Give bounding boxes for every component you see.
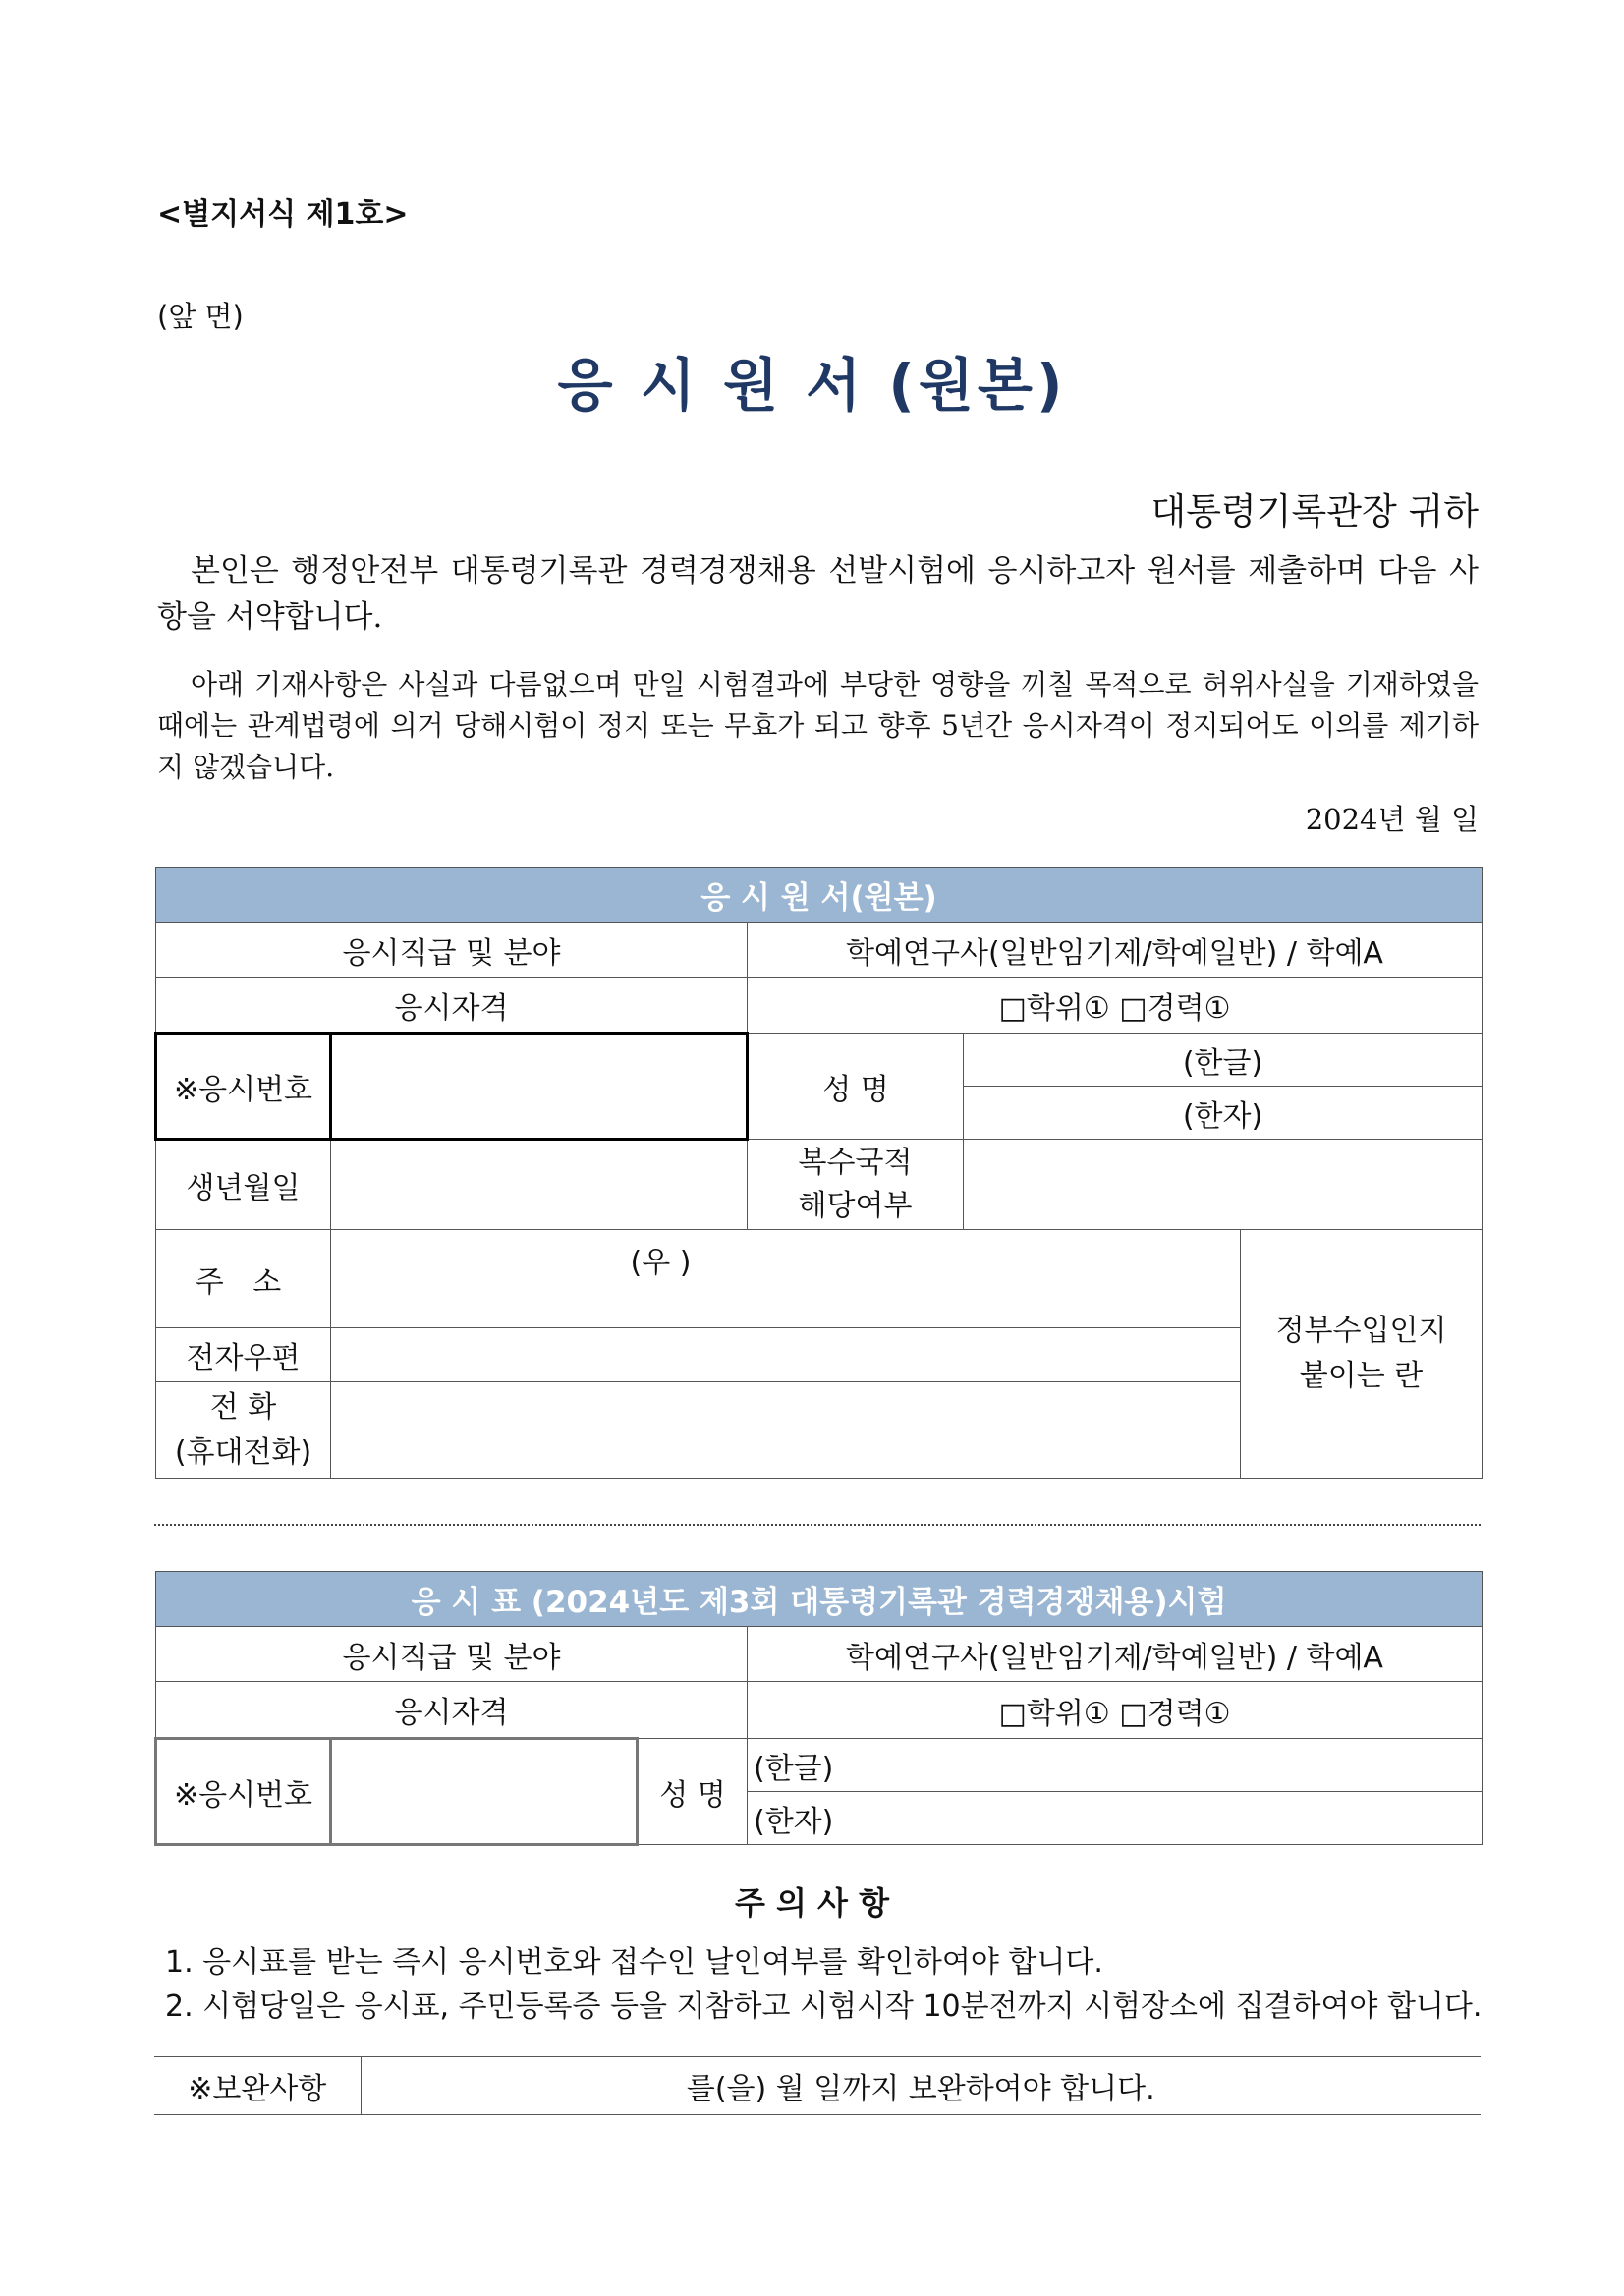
- notice-item-2: 2. 시험당일은 응시표, 주민등록증 등을 지참하고 시험시작 10분전까지 시험장소에 집결하여야 합니다.: [165, 1989, 1483, 2024]
- position-label: 응시직급 및 분야: [156, 923, 748, 978]
- stamp-label-line2: 붙이는 란: [1299, 1359, 1424, 1393]
- address-label: 주 소: [156, 1230, 331, 1328]
- ticket-qualification-label: 응시자격: [156, 1682, 748, 1739]
- application-header: 응 시 원 서(원본): [156, 868, 1483, 923]
- phone-label-line1: 전 화: [209, 1389, 277, 1425]
- qualification-options[interactable]: □학위① □경력①: [748, 978, 1483, 1034]
- supplement-label: ※보완사항: [154, 2057, 361, 2115]
- ticket-name-label: 성 명: [638, 1739, 748, 1845]
- birthdate-label: 생년월일: [156, 1140, 331, 1230]
- oath-paragraph: 아래 기재사항은 사실과 다름없으며 만일 시험결과에 부당한 영향을 끼칠 목적으로 허위사실을 기재하였을 때에는 관계법령에 의거 당해시험이 정지 또는 무효가 되고 향후 5년간 응시자격이 정지되어도 이의를 제기하지 않겠습니다.: [157, 668, 1479, 783]
- pledge-paragraph: 본인은 행정안전부 대통령기록관 경력경쟁채용 선발시험에 응시하고자 원서를 제출하며 다음 사항을 서약합니다.: [157, 553, 1479, 635]
- position-value: 학예연구사(일반임기제/학예일반) / 학예A: [748, 923, 1483, 978]
- supplement-field[interactable]: 를(을) 월 일까지 보완하여야 합니다.: [361, 2057, 1481, 2115]
- exam-number-field[interactable]: [331, 1034, 748, 1140]
- revenue-stamp-area: [1241, 1230, 1483, 1479]
- side-label: (앞 면): [157, 300, 244, 333]
- ticket-name-hanja-field[interactable]: (한자): [748, 1792, 1483, 1845]
- ticket-qualification-options[interactable]: □학위① □경력①: [748, 1682, 1483, 1739]
- notice-item-1: 1. 응시표를 받는 즉시 응시번호와 접수인 날인여부를 확인하여야 합니다.: [165, 1945, 1103, 1980]
- ticket-exam-number-label: ※응시번호: [156, 1739, 331, 1845]
- attachment-label: <별지서식 제1호>: [157, 197, 409, 232]
- application-table: [154, 867, 1483, 1479]
- dual-nationality-label-line2: 해당여부: [798, 1188, 913, 1223]
- exam-ticket-table: [154, 1571, 1483, 1846]
- qualification-label: 응시자격: [156, 978, 748, 1034]
- name-label: 성 명: [748, 1034, 964, 1140]
- page-title: 응 시 원 서 (원본): [557, 352, 1067, 419]
- stamp-label-line1: 정부수입인지: [1275, 1314, 1447, 1348]
- exam-number-label: ※응시번호: [156, 1034, 331, 1140]
- supplement-table: [154, 2056, 1481, 2115]
- dual-nationality-field[interactable]: [964, 1140, 1483, 1230]
- birthdate-field[interactable]: [331, 1140, 748, 1230]
- ticket-position-value: 학예연구사(일반임기제/학예일반) / 학예A: [748, 1627, 1483, 1682]
- email-label: 전자우편: [156, 1328, 331, 1382]
- dual-nationality-label-line1: 복수국적: [798, 1145, 913, 1180]
- ticket-exam-number-field[interactable]: [331, 1739, 638, 1845]
- notice-title: 주 의 사 항: [734, 1884, 890, 1922]
- dual-nationality-label: [748, 1140, 964, 1230]
- email-field[interactable]: [331, 1328, 1241, 1382]
- phone-label: [156, 1382, 331, 1479]
- cut-line: [154, 1524, 1481, 1526]
- ticket-header: 응 시 표 (2024년도 제3회 대통령기록관 경력경쟁채용)시험: [156, 1572, 1483, 1627]
- phone-field[interactable]: [331, 1382, 1241, 1479]
- phone-label-line2: (휴대전화): [174, 1434, 312, 1470]
- name-korean-field[interactable]: (한글): [964, 1034, 1483, 1087]
- application-date: 2024년 월 일: [1305, 803, 1479, 836]
- name-hanja-field[interactable]: (한자): [964, 1087, 1483, 1140]
- address-field[interactable]: (우 ): [331, 1230, 1241, 1328]
- ticket-position-label: 응시직급 및 분야: [156, 1627, 748, 1682]
- ticket-name-korean-field[interactable]: (한글): [748, 1739, 1483, 1792]
- addressee: 대통령기록관장 귀하: [1150, 490, 1479, 532]
